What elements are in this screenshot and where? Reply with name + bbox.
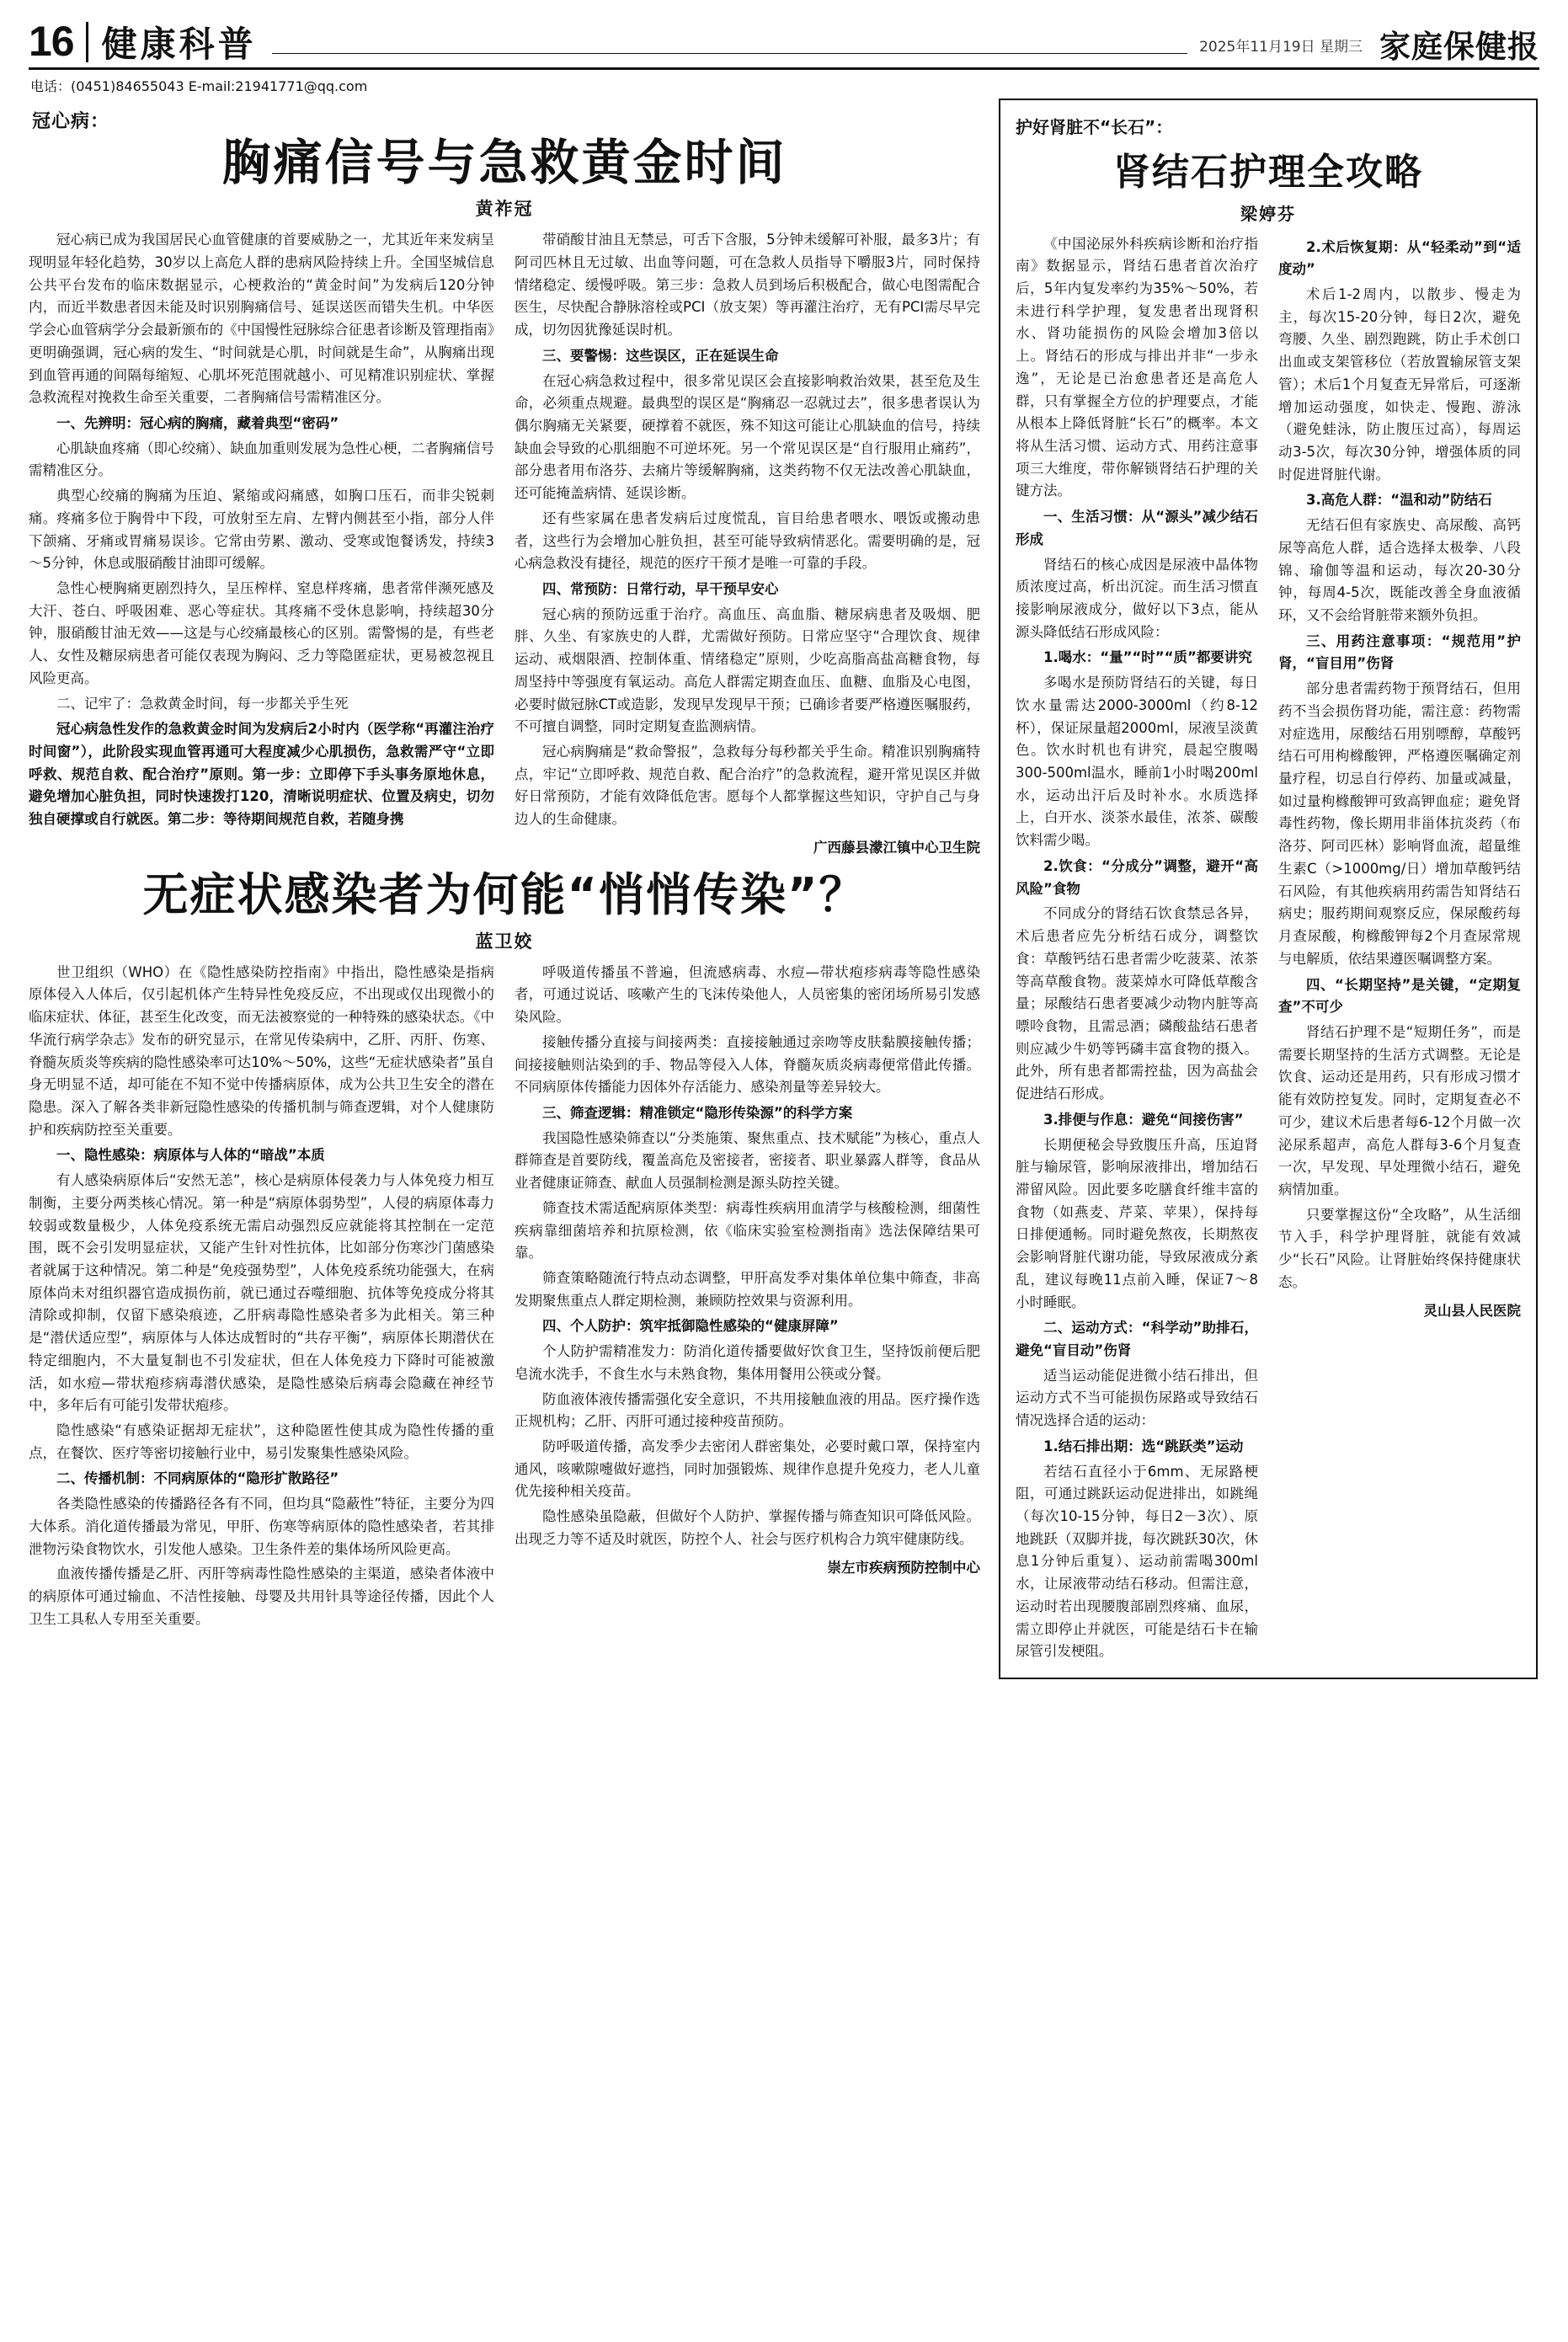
paragraph: 不同成分的肾结石饮食禁忌各异，术后患者应先分析结石成分，调整饮食：草酸钙结石患者需少吃菠菜、浓茶等高草酸食物。菠菜焯水可降低草酸含量；尿酸结石患者要减少动物内脏等高嘌呤食物，且需忌酒；磷酸盐结石患者则应减少牛奶等钙磷丰富食物的摄入。此外，所有患者都需控盐，因为高盐会促进结石形成。 (1016, 905, 1258, 1102)
page-number: 16 (29, 18, 74, 65)
paragraph: 我国隐性感染筛查以“分类施策、聚焦重点、技术赋能”为核心，重点人群筛查是首要防线，覆盖高危及密接者，密接者、职业暴露人群等，食品从业者健康证筛查、献血人员强制检测是源头防控关键。 (515, 1129, 980, 1192)
article3-source: 灵山县人民医院 (1423, 1302, 1521, 1319)
article3-col1 (1016, 233, 1258, 1667)
subheading: 3.高危人群：“温和动”防结石 (1306, 492, 1492, 509)
article1-col1 (29, 229, 494, 856)
page-content (29, 99, 1539, 1680)
article2-source: 崇左市疾病预防控制中心 (827, 1559, 980, 1576)
paragraph: 有人感染病原体后“安然无恙”，核心是病原体侵袭力与人体免疫力相互制衡，主要分两类核心情况。第一种是“病原体弱势型”，人侵的病原体毒力较弱或数量极少，人体免疫系统无需启动强烈反应就能将其控制在一定范围，既不会引发明显症状，又能产生针对性抗体，比如部分伤寒沙门菌感染者就属于这种情况。第二种是“免疫强势型”，人体免疫系统功能强大，在病原体尚未对组织器官造成损伤前，就已通过吞噬细胞、抗体等免疫成分将其清除或抑制，仅留下感染痕迹，乙肝病毒隐性感染者多为此相关。第三种是“潜伏适应型”，病原体与人体达成暂时的“共存平衡”，病原体长期潜伏在特定细胞内，不大量复制也不引发症状，但在人体免疫力下降时可能被激活，如水痘—带状疱疹病毒潜伏感染，是隐性感染后病毒会隐藏在神经节中，多年后有可能引发带状疱疹。 (29, 1172, 494, 1414)
paragraph: 只要掌握这份“全攻略”，从生活细节入手，科学护理肾脏，就能有效减少“长石”风险。让肾脏始终保持健康状态。 (1278, 1206, 1521, 1290)
masthead-divider (86, 22, 88, 62)
subheading: 三、筛查逻辑：精准锁定“隐形传染源”的科学方案 (542, 1104, 853, 1121)
paragraph: 隐性感染虽隐蔽，但做好个人防护、掌握传播与筛查知识可降低风险。出现乏力等不适及时就医，防控个人、社会与医疗机构合力筑牢健康防线。 (515, 1508, 980, 1547)
paragraph: 适当运动能促进微小结石排出，但运动方式不当可能损伤尿路或导致结石情况选择合适的运动： (1016, 1367, 1258, 1429)
paragraph: 个人防护需精准发力：防消化道传播要做好饮食卫生，坚持饭前便后肥皂流水洗手，不食生水与未熟食物，集体用餐用公筷或分餐。 (515, 1343, 980, 1382)
article1-kicker: 冠心病： (32, 110, 110, 132)
article2-col1 (29, 962, 494, 1634)
article-coronary-heart-disease (29, 107, 980, 856)
article-asymptomatic-infection (29, 868, 980, 1634)
subheading: 二、传播机制：不同病原体的“隐形扩散路径” (56, 1470, 339, 1487)
publication-date: 2025年11月19日 星期三 (1199, 38, 1363, 56)
paragraph: 各类隐性感染的传播路径各有不同，但均具“隐蔽性”特征，主要分为四大体系。消化道传播最为常见，甲肝、伤寒等病原体的隐性感染者，若其排泄物污染食物饮水，引发他人感染。卫生条件差的集体场所风险更高。 (29, 1496, 494, 1557)
subheading: 三、要警惕：这些误区，正在延误生命 (542, 347, 779, 364)
paragraph: 无结石但有家族史、高尿酸、高钙尿等高危人群，适合选择太极拳、八段锦、瑜伽等温和运动，每次20-30分钟，每周4-5次，既能改善全身血液循环，又不会给肾脏带来额外负担。 (1278, 517, 1521, 623)
article3-byline: 梁婷芬 (1240, 203, 1296, 224)
paragraph: 还有些家属在患者发病后过度慌乱，盲目给患者喂水、喂饭或搬动患者，这些行为会增加心脏负担，甚至可能导致病情恶化。需要明确的是，冠心病急救没有捷径，规范的医疗干预才是唯一可靠的手段。 (515, 509, 980, 572)
paragraph: 二、记牢了：急救黄金时间，每一步都关乎生死 (56, 695, 349, 712)
masthead-rule (272, 53, 1187, 54)
paragraph: 典型心绞痛的胸痛为压迫、紧缩或闷痛感，如胸口压石，而非尖锐刺痛。疼痛多位于胸骨中下段，可放射至左肩、左臂内侧甚至小指，部分人伴下颌痛、牙痛或胃痛易误诊。它常由劳累、激动、受寒或饱餐诱发，持续3～5分钟，休息或服硝酸甘油即可缓解。 (29, 488, 494, 572)
paragraph: 《中国泌尿外科疾病诊断和治疗指南》数据显示，肾结石患者首次治疗后，5年内复发率约为35%～50%，若未进行科学护理，复发患者出现肾积水、肾功能损伤的风险会增加3倍以上。肾结石的形成与排出并非“一步永逸”，无论是已治愈患者还是高危人群，只有掌握全方位的护理要点，才能从根本上降低肾脏“长石”的概率。本文将从生活习惯、运动方式、用药注意事项三大维度，带你解锁肾结石护理的关键方法。 (1016, 235, 1258, 499)
subheading: 1.喝水：“量”“时”“质”都要讲究 (1043, 649, 1252, 666)
paragraph: 筛查策略随流行特点动态调整，甲肝高发季对集体单位集中筛查，非高发期聚焦重点人群定期检测，兼顾防控效果与资源利用。 (515, 1270, 980, 1309)
subheading: 四、常预防：日常行动，早干预早安心 (542, 580, 779, 597)
article1-col2 (515, 229, 980, 856)
subheading: 一、隐性感染：病原体与人体的“暗战”本质 (56, 1147, 325, 1164)
paragraph: 冠心病胸痛是“救命警报”，急救每分每秒都关乎生命。精准识别胸痛特点，牢记“立即呼救、规范自救、配合治疗”的急救流程，避开常见误区并做好日常预防，才能有效降低危害。愿每个人都掌握这些知识，守护自己与身边人的生命健康。 (515, 744, 980, 828)
paragraph: 带硝酸甘油且无禁忌，可舌下含服，5分钟未缓解可补服，最多3片；有阿司匹林且无过敏、出血等问题，可在急救人员指导下嚼服3片，同时保持情绪稳定、缓慢呼吸。第三步：急救人员到场后积极配合，做心电图需配合医生，尽快配合静脉溶栓或PCI（放支架）等再灌注治疗，无有PCI需尽早完成，切勿因犹豫延误时机。 (515, 232, 980, 339)
contact-info: 电话：(0451)84655043 E-mail:21941771@qq.com (30, 77, 368, 94)
paragraph: 多喝水是预防肾结石的关键，每日饮水量需达2000-3000ml（约8-12杯），保证尿量超2000ml，尿液呈淡黄色。饮水时机也有讲究，晨起空腹喝300-500ml温水，睡前1小时喝200ml水，运动出汗后及时补水。水质选择上，白开水、淡茶水最佳，浓茶、碳酸饮料需少喝。 (1016, 675, 1258, 849)
subheading: 一、生活习惯：从“源头”减少结石形成 (1016, 509, 1258, 547)
masthead (29, 18, 1539, 70)
paragraph: 防呼吸道传播，高发季少去密闭人群密集处，必要时戴口罩，保持室内通风，咳嗽隙嚏做好遮挡，同时加强锻炼、规律作息提升免疫力，老人儿童优先接种相关疫苗。 (515, 1438, 980, 1500)
article3-headline: 肾结石护理全攻略 (1113, 150, 1423, 194)
subheading: 三、用药注意事项：“规范用”护肾，“盲目用”伤肾 (1278, 632, 1521, 672)
paper-name: 家庭保健报 (1379, 28, 1539, 65)
article3-col2 (1278, 233, 1521, 1667)
article3-columns (1016, 233, 1521, 1667)
subheading: 2.饮食：“分成分”调整，避开“高风险”食物 (1016, 857, 1258, 897)
article1-columns (29, 229, 980, 856)
subheading: 冠心病急性发作的急救黄金时间为发病后2小时内（医学称“再灌注治疗时间窗”），此阶段实现血管再通可大程度减少心肌损伤，急救需严守“立即呼救、规范自救、配合治疗”原则。第一步：立即停下手头事务原地休息，避免增加心脏负担，同时快速拨打120，清晰说明症状、位置及病史，切勿独自硬撑或自行就医。第二步：等待期间规范自救，若随身携 (29, 721, 494, 828)
paragraph: 心肌缺血疼痛（即心绞痛）、缺血加重则发展为急性心梗，二者胸痛信号需精准区分。 (29, 440, 494, 479)
article3-kicker: 护好肾脏不“长石”： (1016, 116, 1173, 137)
article-kidney-stone-care (999, 99, 1538, 1680)
section-title: 健康科普 (101, 23, 257, 65)
subheading: 二、运动方式：“科学动”助排石，避免“盲目动”伤肾 (1016, 1320, 1258, 1358)
paragraph: 冠心病的预防远重于治疗。高血压、高血脂、糖尿病患者及吸烟、肥胖、久坐、有家族史的人群，尤需做好预防。日常应坚守“合理饮食、规律运动、戒烟限酒、控制体重、情绪稳定”原则，少吃高脂高盐高糖食物，每周坚持中等强度有氧运动。高危人群需定期查血压、血糖、血脂及心电图，必要时做冠脉CT或造影，发现早发现早干预；已确诊者要严格遵医嘱服药，不可擅自调整，同时定期复查监测病情。 (515, 606, 980, 735)
paragraph: 肾结石护理不是“短期任务”，而是需要长期坚持的生活方式调整。无论是饮食、运动还是用药，只有形成习惯才能有效防控复发。同时，定期复查必不可少，建议术后患者每6-12个月做一次泌尿系超声，高危人群每3-6个月复查一次，早发现、早处理微小结石，避免病情加重。 (1278, 1023, 1521, 1198)
paragraph: 肾结石的核心成因是尿液中晶体物质浓度过高，析出沉淀。而生活习惯直接影响尿液成分，做好以下3点，能从源头降低结石形成风险： (1016, 556, 1258, 640)
paragraph: 血液传播传播是乙肝、丙肝等病毒性隐性感染的主渠道，感染者体液中的病原体可通过输血、不洁性接触、母婴及共用针具等途径传播，因此个人卫生工具私人专用至关重要。 (29, 1566, 494, 1627)
subheading: 四、“长期坚持”是关键，“定期复查”不可少 (1278, 976, 1521, 1016)
subheading: 四、个人防护：筑牢抵御隐性感染的“健康屏障” (542, 1318, 839, 1335)
paragraph: 筛查技术需适配病原体类型：病毒性疾病用血清学与核酸检测，细菌性疾病靠细菌培养和抗原检测，依《临床实验室检测指南》选法保障结果可靠。 (515, 1199, 980, 1262)
subheading: 2.术后恢复期：从“轻柔动”到“适度动” (1278, 238, 1521, 278)
article2-headline: 无症状感染者为何能“悄悄传染”？ (142, 867, 867, 921)
article2-byline: 蓝卫姣 (475, 931, 534, 952)
article2-columns (29, 962, 980, 1634)
paragraph: 若结石直径小于6mm、无尿路梗阻，可通过跳跃运动促进排出，如跳绳（每次10-15分钟，每日2－3次）、原地跳跃（双脚并拢，每次跳跃30次，休息1分钟后重复）、运动前需喝300ml水，让尿液带动结石移动。但需注意，运动时若出现腰腹部剧烈疼痛、血尿，需立即停止并就医，可能是结石卡在输尿管引发梗阻。 (1016, 1463, 1258, 1660)
article2-col2 (515, 962, 980, 1634)
paragraph: 隐性感染“有感染证据却无症状”，这种隐匿性使其成为隐性传播的重点，在餐饮、医疗等密切接触行业中，易引发聚集性感染风险。 (29, 1422, 494, 1461)
paragraph: 术后1-2周内，以散步、慢走为主，每次15-20分钟，每日2次，避免弯腰、久坐、剧烈跑跳，防止手术创口出血或支架管移位（若放置输尿管支架管）；术后1个月复查无异常后，可逐渐增加运动强度，如快走、慢跑、游泳（避免蛙泳，防止腹压过高），每周运动3-5次，每次30分钟，增强体质的同时促进肾脏代谢。 (1278, 285, 1521, 483)
subheading: 1.结石排出期：选“跳跃类”运动 (1043, 1438, 1244, 1454)
paragraph: 世卫组织（WHO）在《隐性感染防控指南》中指出，隐性感染是指病原体侵入人体后，仅引起机体产生特异性免疫反应，不出现或仅出现微小的临床症状、体征，甚至生化改变，而无法被察觉的一种特殊的感染状态。《中华流行病学杂志》发布的研究显示，在常见传染病中，乙肝、丙肝、伤寒、脊髓灰质炎等疾病的隐性感染率可达10%～50%，这些“无症状感染者”虽自身无明显不适，却可能在不知不觉中传播病原体，成为公共卫生安全的潜在隐患。深入了解各类非新冠隐性感染的传播机制与筛查逻辑，对个人健康防护和疾病防控至关重要。 (29, 963, 494, 1138)
article1-headline: 胸痛信号与急救黄金时间 (221, 133, 787, 191)
paragraph: 呼吸道传播虽不普遍，但流感病毒、水痘—带状疱疹病毒等隐性感染者，可通过说话、咳嗽产生的飞沫传染他人，人员密集的密闭场所易引发感染风险。 (515, 963, 980, 1026)
subheading: 3.排便与作息：避免“间接伤害” (1043, 1111, 1244, 1128)
paragraph: 防血液体液传播需强化安全意识，不共用接触血液的用品。医疗操作选正规机构；乙肝、丙肝可通过接种疫苗预防。 (515, 1390, 980, 1430)
article1-source: 广西藤县濛江镇中心卫生院 (813, 839, 980, 856)
paragraph: 接触传播分直接与间接两类：直接接触通过亲吻等皮肤黏膜接触传播；间接接触则沾染到的手、物品等侵入人体，脊髓灰质炎病毒便常借此传播。不同病原体传播能力因体外存活能力、感染剂量等差异较大。 (515, 1033, 980, 1096)
paragraph: 急性心梗胸痛更剧烈持久，呈压榨样、窒息样疼痛，患者常伴濒死感及大汗、苍白、呼吸困难、恶心等症状。其疼痛不受休息影响，持续超30分钟，服硝酸甘油无效——这是与心绞痛最核心的区别。需警惕的是，有些老人、女性及糖尿病患者可能仅表现为胸闷、乏力等隐匿症状，更易被忽视且风险更高。 (29, 579, 494, 686)
paragraph: 冠心病已成为我国居民心血管健康的首要威胁之一，尤其近年来发病呈现明显年轻化趋势，30岁以上高危人群的患病风险持续上升。全国坚城信息公共平台发布的临床数据显示，心梗救治的“黄金时间”为发病后120分钟内，而近半数患者因未能及时识别胸痛信号、延误送医而错失生机。中华医学会心血管病学分会最新颁布的《中国慢性冠脉综合征患者诊断及管理指南》更明确强调，冠心病的发生、“时间就是心肌，时间就是生命”，从胸痛出现到血管再通的间隔每缩短、心肌坏死范围就越小、可见精准识别症状、掌握急救流程对挽救生命至关重要，二者胸痛信号需精准区分。 (29, 232, 494, 406)
subheading: 一、先辨明：冠心病的胸痛，藏着典型“密码” (56, 414, 339, 431)
left-column-zone (29, 99, 980, 1634)
article1-byline: 黄祚冠 (475, 199, 534, 220)
paragraph: 在冠心病急救过程中，很多常见误区会直接影响救治效果，甚至危及生命，必须重点规避。最典型的误区是“胸痛忍一忍就过去”，很多患者误认为偶尔胸痛无关紧要，硬撑着不就医，殊不知这可能让心肌缺血的信号，持续缺血会导致的心肌细胞不可逆坏死。另一个常见误区是“自行服用止痛药”，部分患者用布洛芬、去痛片等缓解胸痛，这类药物不仅无法改善心肌缺血，还可能掩盖病情、延误诊断。 (515, 372, 980, 502)
paragraph: 部分患者需药物于预肾结石，但用药不当会损伤肾功能，需注意：药物需对症选用，尿酸结石用别嘌醇，草酸钙结石可用枸橼酸钾，严格遵医嘱确定剂量疗程，切忌自行停药、加量或减量，如过量枸橼酸钾可致高钾血症；避免肾毒性药物，像长期用非甾体抗炎药（布洛芬、阿司匹林）影响肾血流，超量维生素C（>1000mg/日）增加草酸钙结石风险，有其他疾病用药需告知肾结石病史；服药期间观察反应，保尿酸药每月查尿酸，枸橼酸钾每2个月查尿常规与电解质，依结果遵医嘱调整方案。 (1278, 680, 1521, 967)
paragraph: 长期便秘会导致腹压升高，压迫肾脏与输尿管，影响尿液排出，增加结石滞留风险。因此要多吃膳食纤维丰富的食物（如燕麦、芹菜、苹果），保持每日排便通畅。同时避免熬夜，长期熬夜会影响肾脏代谢功能，导致尿液成分紊乱，建议每晚11点前入睡，保证7～8小时睡眠。 (1016, 1136, 1258, 1310)
